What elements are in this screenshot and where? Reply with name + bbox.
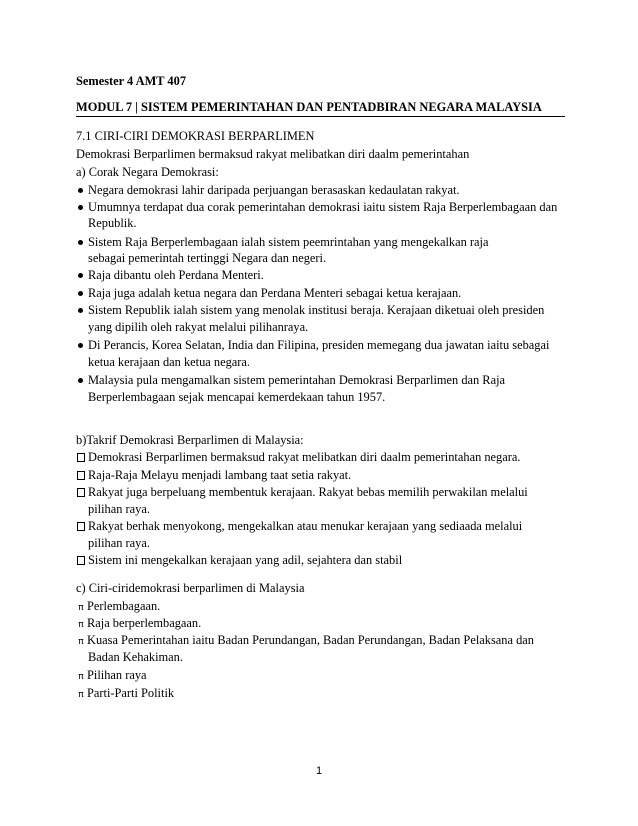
checkbox-bullet-icon (77, 556, 85, 565)
title-divider (76, 116, 565, 117)
bullet-icon (78, 343, 83, 348)
list-item: Raja dibantu oleh Perdana Menteri. (76, 268, 264, 283)
pi-bullet-icon: π (78, 603, 84, 613)
checkbox-bullet-icon (77, 453, 85, 462)
list-item: π Kuasa Pemerintahan iaitu Badan Perundangan, Badan Perundangan, Badan Pelaksana dan (76, 633, 534, 650)
semester-label: Semester 4 AMT 407 (76, 74, 187, 88)
list-item: Malaysia pula mengamalkan sistem pemerintahan Demokrasi Berparlimen dan Raja (76, 373, 505, 388)
list-item-continuation: sebagai pemerintah tertinggi Negara dan negeri. (88, 251, 327, 265)
list-item: π Pilihan raya (76, 668, 147, 685)
list-item: π Parti-Parti Politik (76, 686, 174, 703)
list-item: Rakyat berhak menyokong, mengekalkan atau menukar kerajaan yang sediaada melalui (76, 519, 522, 534)
checkbox-bullet-icon (77, 522, 85, 531)
list-item: Sistem Republik ialah sistem yang menolak institusi beraja. Kerajaan diketuai oleh presiden (76, 303, 544, 318)
list-item-continuation: yang dipilih oleh rakyat melalui pilihanraya. (88, 320, 309, 334)
list-item-continuation: Republik. (88, 216, 137, 230)
bullet-icon (78, 273, 83, 278)
intro-paragraph: Demokrasi Berparlimen bermaksud rakyat melibatkan diri daalm pemerintahan (76, 147, 470, 161)
page-number: 1 (315, 765, 323, 777)
checkbox-bullet-icon (77, 471, 85, 480)
list-item: Raja-Raja Melayu menjadi lambang taat setia rakyat. (76, 468, 351, 483)
list-item: π Perlembagaan. (76, 599, 160, 616)
list-item-continuation: Badan Kehakiman. (88, 650, 183, 664)
list-item-continuation: pilihan raya. (88, 502, 150, 516)
subheading-c: c) Ciri-ciridemokrasi berparlimen di Malaysia (76, 581, 305, 595)
list-item-continuation: ketua kerajaan dan ketua negara. (88, 355, 251, 369)
checkbox-bullet-icon (77, 488, 85, 497)
bullet-icon (78, 378, 83, 383)
bullet-icon (78, 291, 83, 296)
pi-bullet-icon: π (78, 690, 84, 700)
list-item: Sistem ini mengekalkan kerajaan yang adil, sejahtera dan stabil (76, 553, 402, 568)
list-item: Di Perancis, Korea Selatan, India dan Filipina, presiden memegang dua jawatan iaitu sebagai (76, 338, 549, 353)
list-item: Demokrasi Berparlimen bermaksud rakyat melibatkan diri daalm pemerintahan negara. (76, 450, 520, 465)
list-item: Negara demokrasi lahir daripada perjuangan berasaskan kedaulatan rakyat. (76, 183, 460, 198)
pi-bullet-icon: π (78, 672, 84, 682)
bullet-icon (78, 188, 83, 193)
subheading-a: a) Corak Negara Demokrasi: (76, 165, 219, 179)
list-item-continuation: Berperlembagaan sejak mencapai kemerdekaan tahun 1957. (88, 390, 386, 404)
subheading-b: b)Takrif Demokrasi Berparlimen di Malaysia: (76, 433, 304, 447)
list-item: Raja juga adalah ketua negara dan Perdana Menteri sebagai ketua kerajaan. (76, 286, 461, 301)
module-title: MODUL 7 | SISTEM PEMERINTAHAN DAN PENTADBIRAN NEGARA MALAYSIA (76, 100, 542, 114)
section-heading: 7.1 CIRI-CIRI DEMOKRASI BERPARLIMEN (76, 129, 315, 143)
list-item: Umumnya terdapat dua corak pemerintahan demokrasi iaitu sistem Raja Berperlembagaan dan (76, 200, 557, 215)
pi-bullet-icon: π (78, 620, 84, 630)
bullet-icon (78, 240, 83, 245)
pi-bullet-icon: π (78, 637, 84, 647)
bullet-icon (78, 205, 83, 210)
list-item: Sistem Raja Berperlembagaan ialah sistem peemrintahan yang mengekalkan raja (76, 235, 488, 250)
list-item-continuation: pilihan raya. (88, 536, 150, 550)
list-item: π Raja berperlembagaan. (76, 616, 201, 633)
list-item: Rakyat juga berpeluang membentuk kerajaan. Rakyat bebas memilih perwakilan melalui (76, 485, 528, 500)
bullet-icon (78, 308, 83, 313)
